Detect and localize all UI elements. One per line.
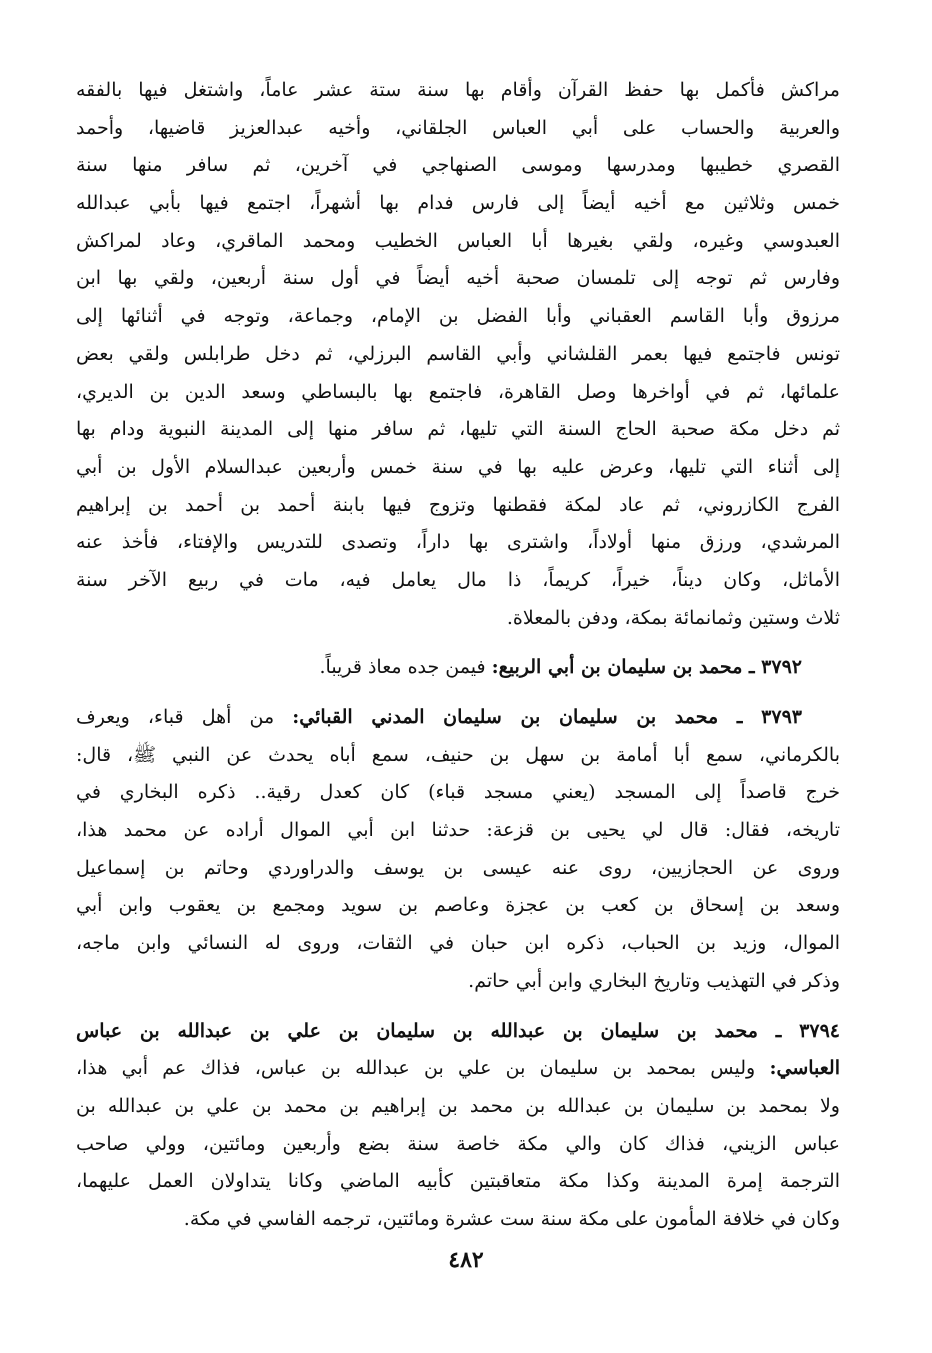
text-line: القصري خطيبها ومدرسها وموسى الصنهاجي في آخرين، ثم سافر منها سنة: [76, 154, 840, 177]
entry-3793: [76, 699, 840, 1001]
entry-heading: ٣٧٩٤ ـ محمد بن سليمان بن عبدالله بن سليمان بن علي بن عبدالله بن عباس: [76, 1019, 840, 1042]
entry-second-line: [76, 1050, 840, 1088]
text-line: خرج قاصداً إلى المسجد (يعني مسجد قباء) كان كعدل رقية.. ذكره البخاري في: [76, 781, 840, 804]
entry-first-line: [76, 699, 840, 737]
entry-heading: ٣٧٩٢ ـ محمد بن سليمان بن أبي الربيع:: [491, 656, 802, 679]
text-line: ولا بمحمد بن سليمان بن عبدالله بن محمد بن إبراهيم بن محمد بن علي بن عبدالله بن: [76, 1094, 840, 1117]
text-line: وكان في خلافة المأمون على مكة سنة ست عشرة ومائتين، ترجمه الفاسي في مكة.: [183, 1207, 840, 1230]
text-line: تونس فاجتمع فيها بعمر القلشاني وأبي القاسم البرزلي، ثم دخل طرابلس ولقي بعض: [76, 342, 840, 365]
spacer: [76, 637, 840, 649]
text-line: تاريخه، فقال: قال لي يحيى بن قزعة: حدثنا ابن أبي الموال أراده عن محمد هذا،: [76, 819, 840, 842]
text-line: إلى أثناء التي تليها، وعرض عليه بها في سنة خمس وأربعين عبدالسلام الأول بن أبي: [76, 455, 840, 478]
text-line: والعربية والحساب على أبي العباس الجلقاني، وأخيه عبدالعزيز قاضيها، وأحمد: [76, 116, 840, 139]
page-number: ٤٨٢: [448, 1247, 484, 1273]
text-line: وروى عن الحجازيين، روى عنه عيسى بن يوسف والدراوردي وحاتم بن إسماعيل: [76, 856, 840, 879]
entry-text: من أهل قباء، ويعرف: [76, 706, 275, 728]
text-line: الفرج الكازروني، ثم عاد لمكة فقطنها وتزوج فيها بابنة أحمد بن أحمد بن إبراهيم: [76, 493, 840, 516]
entry-heading: ٣٧٩٣ ـ محمد بن سليمان بن سليمان المدني القبائي:: [292, 706, 802, 728]
text-line: مرزوق وأبا القاسم العقباني وأبا الفضل بن الإمام، وجماعة، وتوجه في أثنائها إلى: [76, 305, 840, 328]
text-line: ثلاث وستين وثمانمائة بمكة، ودفن بالمعلاة.: [506, 606, 840, 629]
page-body: [76, 72, 840, 1239]
text-line: المرشدي، ورزق منها أولاداً، واشترى بها داراً، وتصدى للتدريس والإفتاء، فأخذ عنه: [76, 531, 840, 554]
entry-3794: [76, 1013, 840, 1239]
text-line: عباس الزيني، فذاك كان والي مكة خاصة سنة بضع وأربعين ومائتين، وولي صاحب: [76, 1132, 840, 1155]
text-line: وسعد بن إسحاق بن كعب بن عجزة وعاصم بن سويد ومجمع بن يعقوب وابن أبي: [76, 894, 840, 917]
entry-3792: [76, 649, 840, 687]
entry-text: فيمن جده معاذ قريباً.: [319, 656, 486, 679]
spacer: [76, 1001, 840, 1013]
text-line: خمس وثلاثين مع أخيه أيضاً إلى فارس فدام بها أشهراً، اجتمع فيها بأبي عبدالله: [76, 192, 840, 215]
text-line: علمائها، ثم في أواخرها وصل القاهرة، فاجتمع بها بالبساطي وسعد الدين بن الديري،: [76, 380, 840, 403]
text-line: بالكرماني، سمع أبا أمامة بن سهل بن حنيف، سمع أباه يحدث عن النبي ﷺ، قال:: [76, 743, 840, 766]
text-line: الأماثل، وكان ديناً، خيراً، كريماً، ذا مال يعامل فيه، مات في ربيع الآخر سنة: [76, 568, 840, 591]
text-line: مراكش فأكمل بها حفظ القرآن وأقام بها سنة ستة عشر عاماً، واشتغل فيها بالفقه: [76, 79, 840, 101]
text-line: وفارس ثم توجه إلى تلمسان صحبة أخيه أيضاً في أول سنة أربعين، ولقي بها ابن: [76, 267, 840, 290]
paragraph-continuation: [76, 72, 840, 637]
text-line: ثم دخل مكة صحبة الحاج السنة التي تليها، ثم سافر منها إلى المدينة النبوية ودام بها: [76, 418, 840, 441]
text-line: الموال، وزيد بن الحباب، ذكره ابن حبان في الثقات، وروى له النسائي وابن ماجه،: [76, 932, 840, 955]
text-line: وذكر في التهذيب وتاريخ البخاري وابن أبي حاتم.: [468, 969, 840, 992]
spacer: [76, 687, 840, 699]
entry-text: وليس بمحمد بن سليمان بن علي بن عبدالله بن عباس، فذاك عم أبي هذا،: [76, 1057, 756, 1080]
entry-first-line: [76, 649, 840, 687]
entry-heading-continued: العباسي:: [769, 1057, 840, 1080]
text-line: العبدوسي وغيره، ولقي بغيرها أبا العباس الخطيب ومحمد الماقري، وعاد لمراكش: [76, 229, 840, 252]
text-line: الترجمة إمرة المدينة وكذا مكة متعاقبتين كأبيه الماضي وكانا يتداولان العمل عليهما،: [76, 1170, 840, 1193]
